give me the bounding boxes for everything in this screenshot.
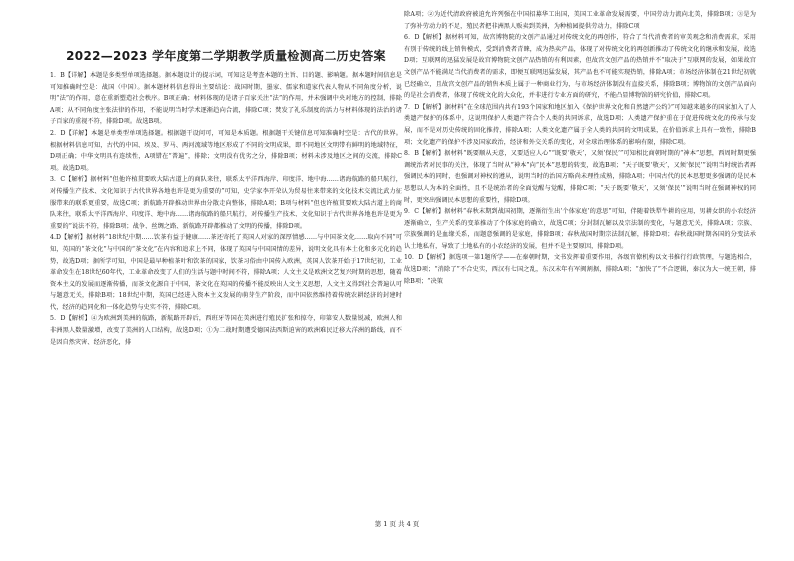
answer-paragraph-5-continued: 除A项；②为近代清政府被迫允许列强在中国招募华工出国，美国工业革命发展需要，中国劳动力流向北美，排除B项；③是为了弥补劳动力的不足，殖民者把非洲黑人贩卖到美洲，为种植园提供劳动力，排除C项 xyxy=(404,11,756,30)
left-column xyxy=(50,70,402,348)
answer-paragraph-4: 4.D【解析】据材料“18世纪中期……饮茶有益于健康……茶还寄托了英国人对家的深厚情感……与中国茶文化……取向不同”可知，英国的“茶文化”与中国的“茶文化”在内容和追求上不同，体现了英国与中国国情的差异，说明文化具有本土化和多元化的趋势，故选D项；据所学可知，中国是最早种植茶叶和饮茶的国家，饮茶习俗由中国传入欧洲，英国人饮茶开始于17世纪初，工业革命发生在18世纪60年代，工业革命改变了人们的生活与题中时间不符，排除A项；人文主义是欧洲文艺复兴时期的思想，随着资本主义的发展而逐渐传播，而茶文化源自于中国，茶文化在英国的传播不能反映出人文主义思想，人文主义得到社会普遍认可与题意无关，排除B项；18世纪中期，英国已经进入资本主义发展的萌芽生产阶段，而中国依然维持着传统农耕经济的封建时代，经济的趋同化和一体化趋势与史实不符，排除C项。 xyxy=(50,234,402,311)
answer-paragraph-5: 5．D【解析】④为欧洲到美洲的航路，新航路开辟后，西班牙等国在美洲进行殖民扩张和掠夺，印第安人数量锐减，欧洲人和非洲黑人数量激增，改变了美洲的人口结构，故选D项；①为二战时期遭受德国法西斯迫害的欧洲难民迁移大洋洲的路线，而不是因自然灾害、经济恶化，排 xyxy=(50,315,402,346)
answer-paragraph-9: 9．C【解析】据材料“春秋末期到战国初期，逐渐衍生出‘个体家庭’的意思”可知，伴随着铁犁牛耕的应用，男耕女织的小农经济逐渐确立，生产关系的变革推动了个体家庭的确立，故选C项；分封制瓦解以及宗法制的变化，与题意无关，排除A项；宗族、宗族强调的是血缘关系，而题意强调的是家庭，排除B项；春秋战国时期宗法制瓦解，排除D项；春秋战国时期各国的分变法承认土地私有，导致了土地私有的小农经济的发展，但并不是主要原因，排除D项。 xyxy=(404,208,756,250)
answer-paragraph-6: 6．D【解析】据材料可知，故宫博物院的文创产品通过对传统文化的再创作，符合了当代消费者的审美观念和消费需求，采用有别于传统的线上销售模式，受到消费者青睐，成为热卖产品，体现了对传统文化的再创新推动了传统文化的继承和发展，故选D项；互联网的迅猛发展是故宫博物院文创产品热销的有利因素，但故宫文创产品的热销并不“取决于”互联网的发展，如果故宫文创产品不能满足当代消费者的需求，即便互联网迅猛发展，其产品也不可能实现热销，排除A项；市场经济体制在21世纪初就已经确立，且故宫文创产品的销售本质上属于一种商业行为，与市场经济体制没有直接关系，排除B项；博物馆的文创产品面向的是社会消费者，体现了传统文化的大众化，并非进行专业方面的研究，不能凸显博物馆的研究价值，排除C项。 xyxy=(404,34,756,100)
page-title: 2022—2023 学年度第二学期教学质量检测高二历史答案 xyxy=(66,49,386,63)
answer-paragraph-7: 7．D【解析】据材料“在全球范围内共有193个国家和地区加入《保护世界文化和自然遗产公约》”可知越来越多的国家加入了人类遗产保护的体系中，这说明保护人类遗产符合个人类的共同诉求，故选D项；人类遗产保护重在于促进传统文化的传承与发展，而不是对历史传统的固化推持，排除A项；人类文化遗产属于全人类的共同的文明成果，在价值诉求上具有一致性，排除B项；文化遗产的保护不涉及国家政治，经济和外交关系的变化，对全球治理体系的影响有限，排除C项。 xyxy=(404,103,756,146)
answer-paragraph-2: 2．D【详解】本题是单类型单项选择题。根据题干设问可，可知是本质题。根据题干关键信息可知准确时空是：古代的世界。根据材料信息可知，古代的中国、埃及、罗马、两河流域等地区形成了不同的文明成果，即不同地区文明带有鲜明的地域特征，D项正确；中华文明具有连续性，A项错在“普遍”，排除；文明没有优劣之分，排除B项；材料未涉及地区之间的交流，排除C项。故选D项。 xyxy=(50,129,402,172)
answer-paragraph-3: 3．C【解析】据材料“但他许植贯要欧大陆古道上的商队来往，联系太平洋西海岸、印度洋、地中海……诸海航路的船只航行，对传播生产技术、文化知识于古代世界各地也许是更为重要的”可知，史学家李开荣认为贸易往来带来的文化技术交流比武力征服带来的联系更重要，故选C项；新航路开辟推动世界由分散走向整体，排除A项；B项与材料“但也许植贯要欧大陆古道上的商队来往，联系太平洋西海岸、印度洋、地中海……诸海航路的船只航行，对传播生产技术、文化知识于古代世界各地也许是更为重要的”说法不符，排除B项；战争、丝绸之路、新航路开辟都推动了文明的传播，排除D项。 xyxy=(50,176,402,230)
page-number: 第 1 页 共 4 页 xyxy=(374,520,420,528)
answer-paragraph-10: 10．D【解析】据选项一第1题所学——在秦朝时期，文书发挥着重要作用，各级官僚机构以文书推行行政管理，与题选相合，故选D项；“消除了”不合史实，西汉有七国之乱，东汉末年有军阀割据，排除A项；“加快了”不合逻辑，秦汉为大一统王朝，排除B项；“决策 xyxy=(404,254,756,285)
answer-paragraph-1: 1．B【详解】本题是多类型单项选择题。据本题设计的提示词，可知这是考查本题的主旨、目的题、影响题。据本题时间信息是可知推确时空是：战国（中国）。据本题材料信息得出主要结论：战国时期，墨家、儒家和道家代表人物从不同角度分析，说明“法”的作用，意在重新塑造社会秩序。B项正确；材料体现的是诸子百家关注“法”的作用，并未强调中央对地方的控制，排除A项；从不同角度主张法律的作用，不能说明当时学术逐渐趋向合流，排除C项；焚发了礼乐制度的活力与材料体现的法治的诸子百家的重视不符，排除D项。故选B项。 xyxy=(50,72,402,126)
right-column xyxy=(404,9,756,287)
answer-paragraph-8: 8．B【解析】据材料“既要顺从天意，又要适应人心”“既要‘敬天’，又须‘保民’”可知相比商朝时期的“神本”思想，西周时期更强调统治者对民事的关注，体现了当时从“神本”向“民本”思想的转变，故选B项；“天子既要‘敬天’，又须‘保民’”说明当时统治者再强调民本的同时，也强调对神权的遵从，说明当时的治国方略尚未理性成熟，排除A项；中国古代的民本思想更多强调的是民本思想以人为本的全面性，且不是统治者的全面觉醒与觉醒，排除C项；“天子既要‘敬天’，又须‘保民’”说明当时在强调神权的同时，更突出强调民本思想的重要性，排除D项。 xyxy=(404,150,756,204)
